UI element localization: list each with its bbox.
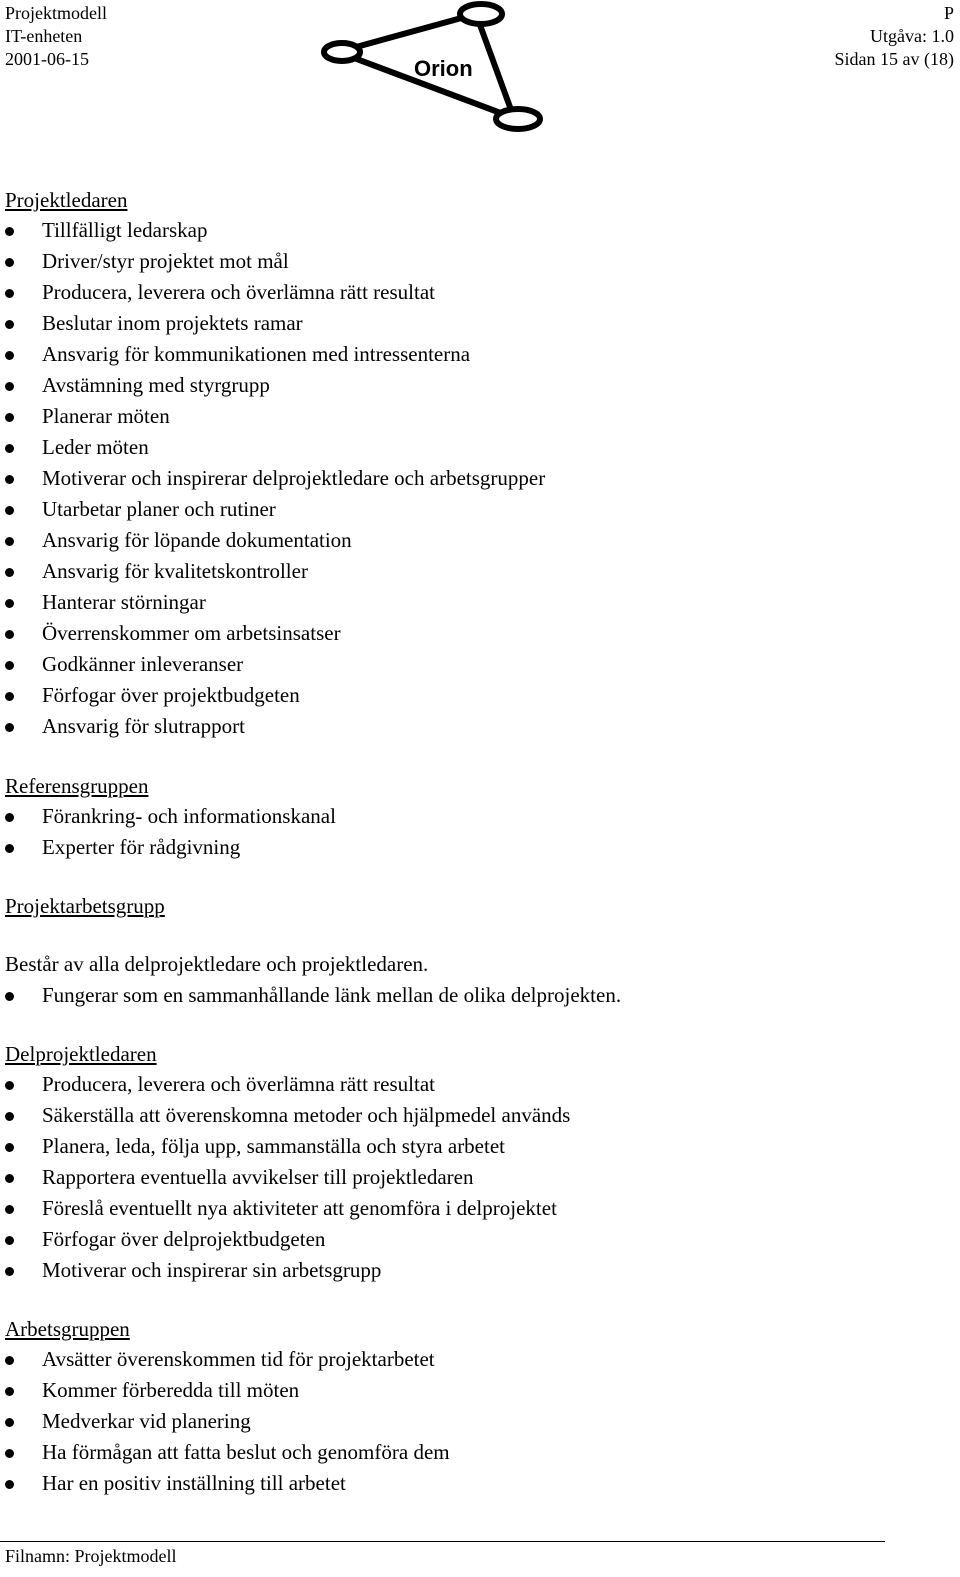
section-heading-projektarbetsgrupp: Projektarbetsgrupp [5,894,165,918]
list-item [5,1344,945,1375]
bullet-icon [5,413,14,422]
bullet-icon [5,813,14,822]
section-paragraph: Består av alla delprojektledare och projektledaren. [5,952,429,976]
list-item [5,215,945,246]
list-item-text: Har en positiv inställning till arbetet [42,1471,346,1495]
header-department: IT-enheten [5,26,83,46]
list-item [5,246,945,277]
bullet-icon [5,692,14,701]
bullet-list-projektarbetsgrupp [5,980,945,1011]
section-spacer [5,863,945,891]
bullet-icon [5,506,14,515]
list-item-text: Planerar möten [42,404,170,428]
list-item-text: Leder möten [42,435,149,459]
list-item-text: Experter för rådgivning [42,835,241,859]
list-item-text: Avsätter överenskommen tid för projektarbetet [42,1347,435,1371]
list-item [5,1375,945,1406]
list-item [5,494,945,525]
list-item [5,587,945,618]
bullet-icon [5,258,14,267]
list-item-text: Ansvarig för kvalitetskontroller [42,559,308,583]
list-item [5,801,945,832]
section-spacer [5,742,945,771]
header-left [5,2,107,71]
logo-text: Orion [414,56,473,81]
list-item [5,339,945,370]
list-item-text: Producera, leverera och överlämna rätt resultat [42,280,435,304]
list-item-text: Driver/styr projektet mot mål [42,249,289,273]
list-item [5,277,945,308]
list-item [5,980,945,1011]
bullet-icon [5,1143,14,1152]
list-item-text: Rapportera eventuella avvikelser till projektledaren [42,1165,474,1189]
bullet-icon [5,1081,14,1090]
list-item-text: Motiverar och inspirerar sin arbetsgrupp [42,1258,382,1282]
bullet-icon [5,1174,14,1183]
list-item-text: Hanterar störningar [42,590,206,614]
section-heading-referensgruppen: Referensgruppen [5,774,149,798]
list-item-text: Ha förmågan att fatta beslut och genomföra dem [42,1440,450,1464]
bullet-icon [5,320,14,329]
footer-filename: Filnamn: Projektmodell [5,1546,177,1566]
list-item-text: Fungerar som en sammanhållande länk mellan de olika delprojekten. [42,983,622,1007]
bullet-icon [5,1112,14,1121]
list-item [5,618,945,649]
section-spacer [5,1011,945,1039]
bullet-icon [5,1267,14,1276]
list-item [5,370,945,401]
list-item-text: Utarbetar planer och rutiner [42,497,276,521]
bullet-list-delprojektledaren [5,1069,945,1286]
list-item-text: Förankring- och informationskanal [42,804,336,828]
bullet-icon [5,992,14,1001]
list-item [5,680,945,711]
list-item [5,1468,945,1499]
bullet-icon [5,844,14,853]
section-heading-delprojektledaren: Delprojektledaren [5,1042,157,1066]
list-item [5,401,945,432]
list-item [5,832,945,863]
list-item-text: Avstämning med styrgrupp [42,373,270,397]
bullet-icon [5,382,14,391]
bullet-icon [5,1449,14,1458]
list-item-text: Tillfälligt ledarskap [42,218,208,242]
list-item [5,1162,945,1193]
list-item-text: Planera, leda, följa upp, sammanställa och styra arbetet [42,1134,505,1158]
list-item-text: Motiverar och inspirerar delprojektledare och arbetsgrupper [42,466,546,490]
header-right [835,2,954,71]
list-item [5,1437,945,1468]
bullet-icon [5,1205,14,1214]
list-item-text: Medverkar vid planering [42,1409,251,1433]
list-item-text: Säkerställa att överenskomna metoder och hjälpmedel används [42,1103,571,1127]
bullet-list-arbetsgruppen [5,1344,945,1499]
header-marker: P [943,3,954,23]
bullet-icon [5,227,14,236]
bullet-icon [5,537,14,546]
list-item-text: Godkänner inleveranser [42,652,244,676]
orion-logo [318,0,554,136]
bullet-icon [5,1236,14,1245]
section-heading-arbetsgruppen: Arbetsgruppen [5,1317,130,1341]
bullet-icon [5,1480,14,1489]
header-page-number: Sidan 15 av (18) [834,49,954,69]
list-item-text: Ansvarig för slutrapport [42,714,245,738]
bullet-icon [5,289,14,298]
bullet-list-projektledaren [5,215,945,742]
document-body [5,185,945,1499]
header-document-title: Projektmodell [5,3,107,23]
bullet-icon [5,1418,14,1427]
list-item-text: Överrenskommer om arbetsinsatser [42,621,341,645]
list-item-text: Kommer förberedda till möten [42,1378,300,1402]
header-date: 2001-06-15 [5,49,89,69]
list-item [5,1255,945,1286]
list-item [5,525,945,556]
list-item-text: Ansvarig för kommunikationen med intressenterna [42,342,471,366]
list-item [5,432,945,463]
list-item-text: Beslutar inom projektets ramar [42,311,303,335]
orion-logo-graphic [318,0,554,136]
list-item-text: Ansvarig för löpande dokumentation [42,528,352,552]
list-item [5,1069,945,1100]
bullet-icon [5,475,14,484]
bullet-list-referensgruppen [5,801,945,863]
list-item [5,711,945,742]
bullet-icon [5,661,14,670]
list-item [5,1100,945,1131]
list-item-text: Förfogar över delprojektbudgeten [42,1227,326,1251]
bullet-icon [5,723,14,732]
list-item [5,649,945,680]
section-spacer [5,921,945,949]
bullet-icon [5,599,14,608]
bullet-icon [5,1387,14,1396]
list-item [5,1224,945,1255]
footer-divider [0,1541,885,1542]
list-item-text: Föreslå eventuellt nya aktiviteter att genomföra i delprojektet [42,1196,557,1220]
bullet-icon [5,444,14,453]
list-item [5,1193,945,1224]
list-item [5,1406,945,1437]
bullet-icon [5,568,14,577]
list-item [5,463,945,494]
list-item [5,556,945,587]
list-item [5,308,945,339]
list-item-text: Förfogar över projektbudgeten [42,683,300,707]
list-item-text: Producera, leverera och överlämna rätt resultat [42,1072,435,1096]
bullet-icon [5,351,14,360]
header-version: Utgåva: 1.0 [870,26,954,46]
list-item [5,1131,945,1162]
section-spacer [5,1286,945,1314]
bullet-icon [5,1356,14,1365]
section-heading-projektledaren: Projektledaren [5,188,128,212]
bullet-icon [5,630,14,639]
